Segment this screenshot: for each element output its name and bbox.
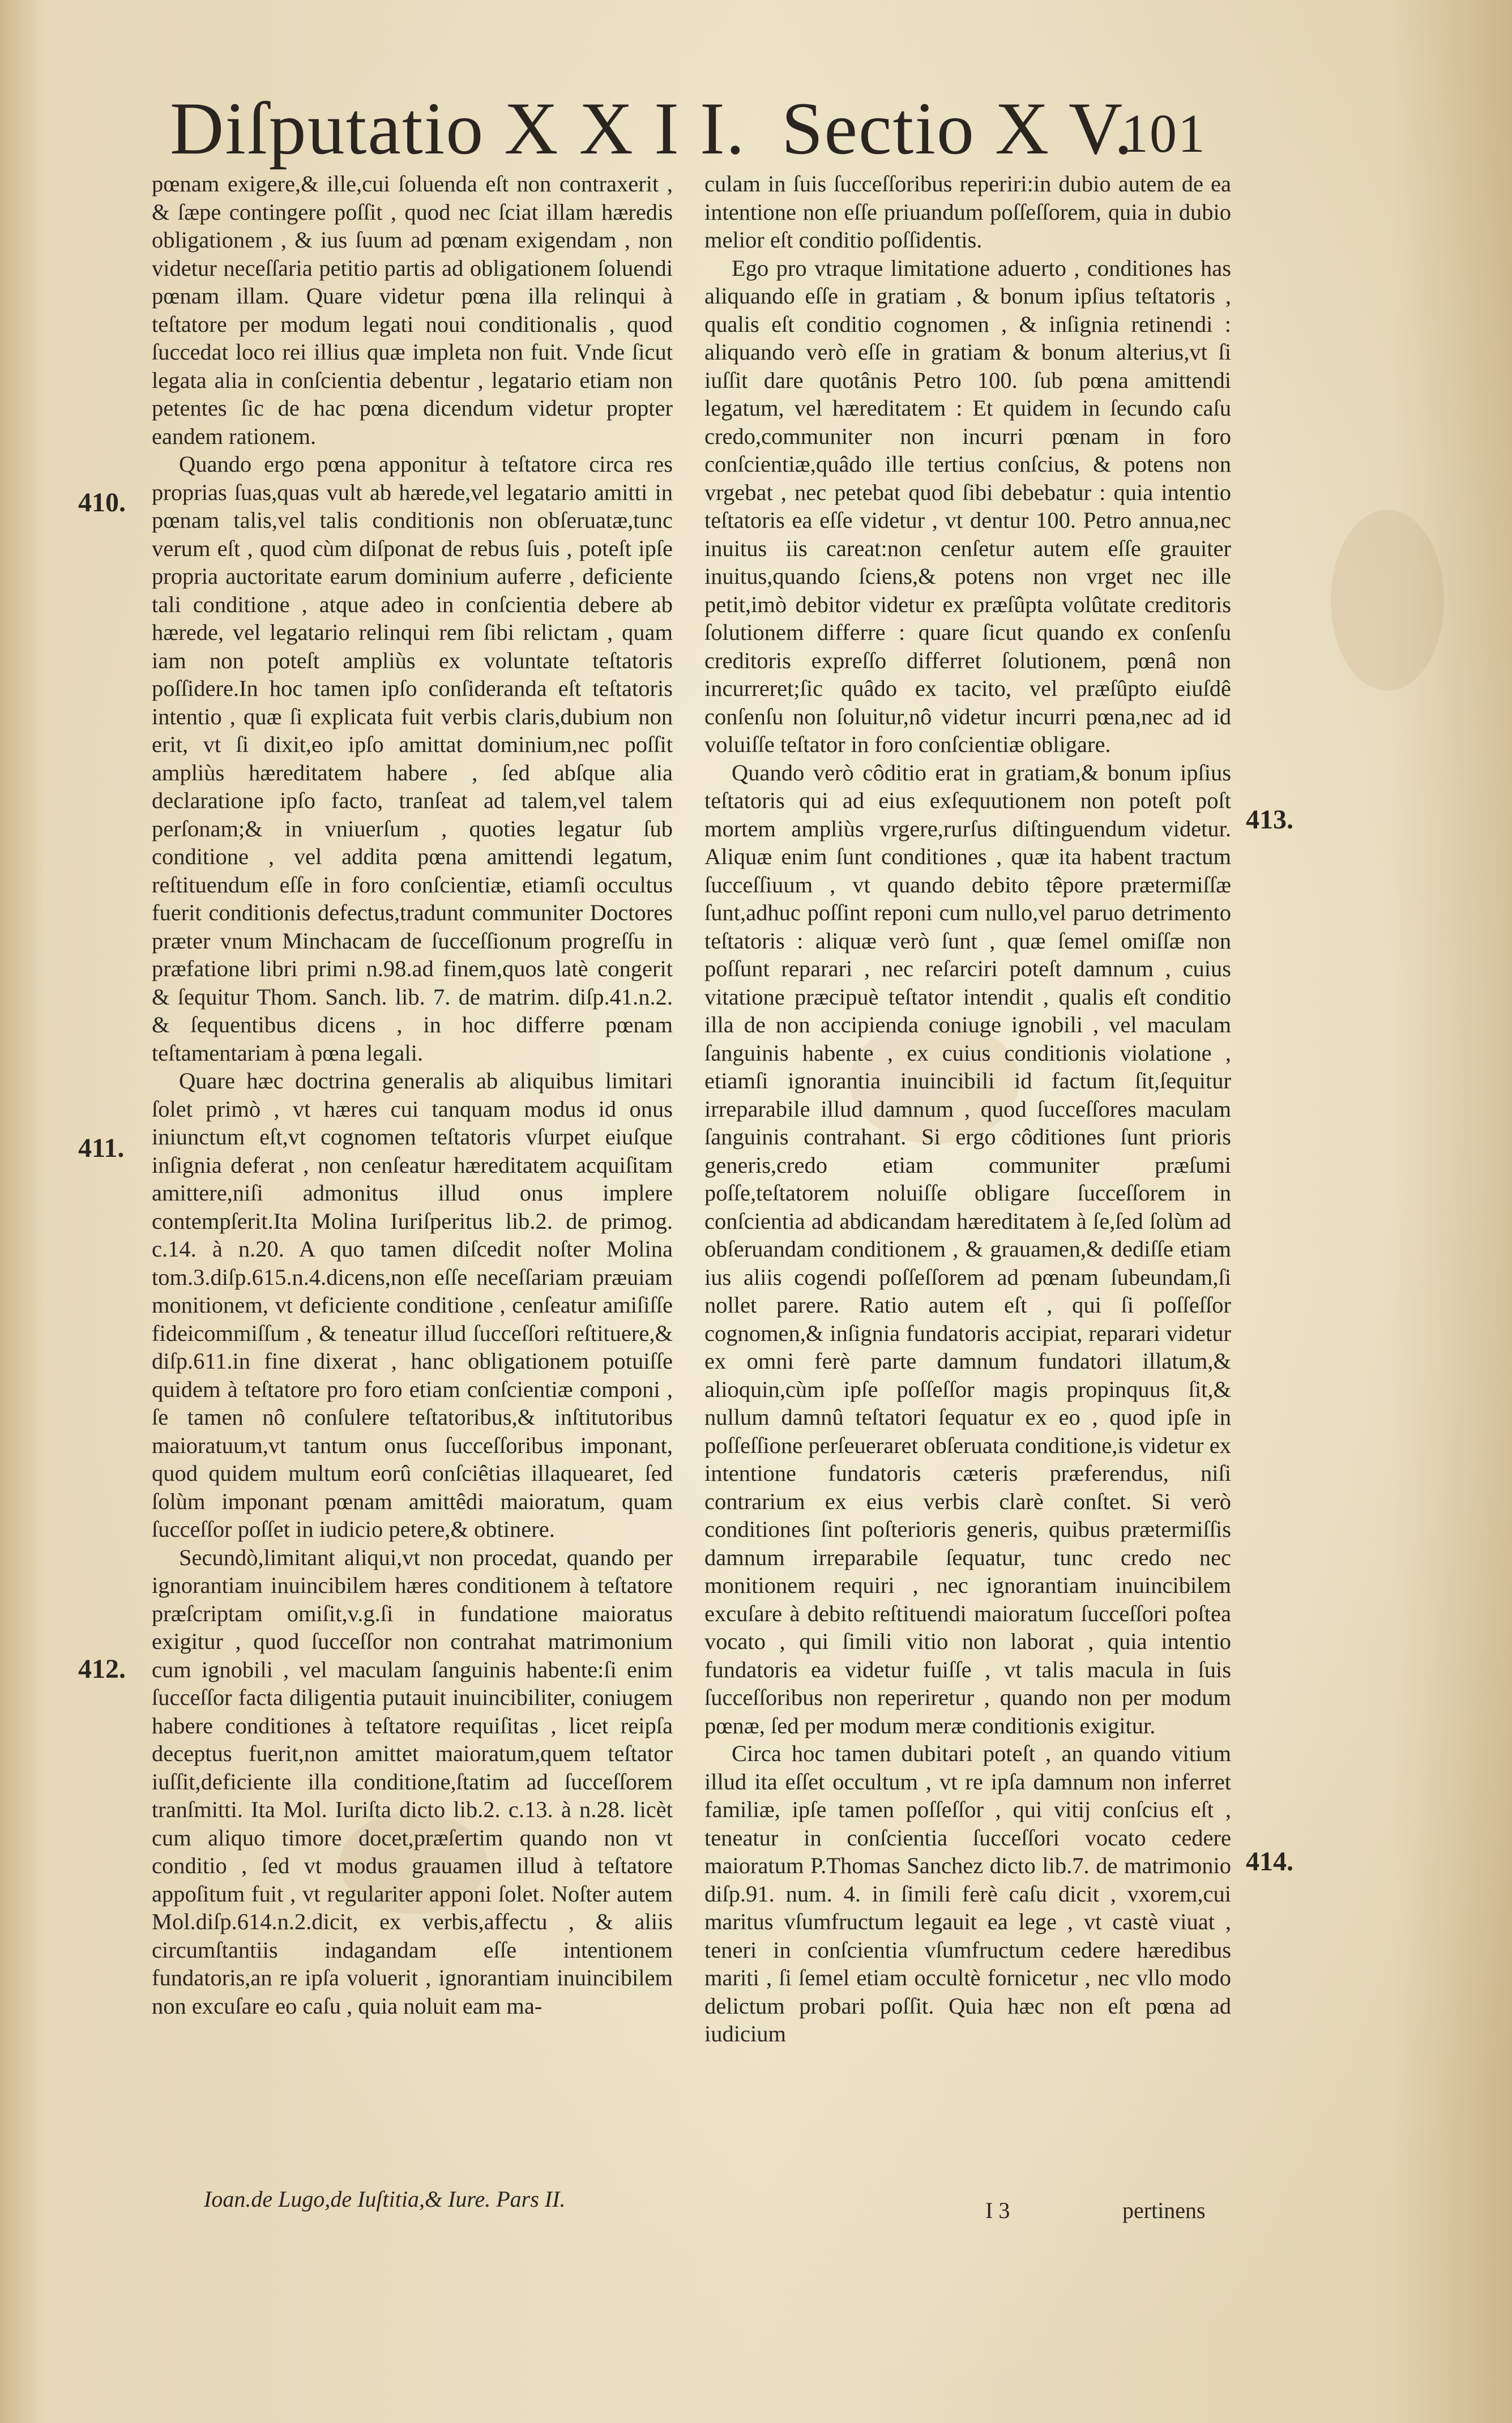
section-number-411: 411. [78, 1133, 125, 1163]
section-number-410: 410. [78, 488, 126, 518]
header-sectio: Sectio X V. [781, 87, 1134, 170]
section-number-413: 413. [1246, 805, 1293, 835]
right-column [704, 170, 1231, 2048]
paper-stain [1331, 510, 1444, 691]
paragraph: Ego pro vtraque limitatione aduerto , conditiones has aliquando eſſe in gratiam , & bonum ipſius teſtatoris , qualis eſt conditio cognomen , & inſignia retinendi : aliquando verò eſſe in gratiam & bonum alterius,vt ſi iuſſit dare quotânis Petro 100. ſub pœna amittendi legatum, vel hæreditatem : Et quidem in ſecundo caſu credo,communiter non incurri pœnam in foro conſcientiæ,quâdo ille tertius conſcius, & potens non vrgebat , nec petebat quod ſibi debebatur : quia intentio teſtatoris ea eſſe videtur , vt dentur 100. Petro annua,nec inuitus iis careat:non cenſetur autem eſſe grauiter inuitus,quando ſciens,& potens non vrget nec ille petit,imò debitor videtur ex præſûpta volûtate creditoris ſolutionem differre : quare ſicut quando ex conſenſu creditoris expreſſo differret ſolutionem, pœnâ non incurreret;ſic quâdo ex tacito, vel præſûpto eiuſdê conſenſu non ſoluitur,nô videtur incurri pœna,nec ad id voluiſſe teſtator in foro conſcientiæ obligare. [704, 255, 1231, 757]
section-number-414: 414. [1246, 1847, 1293, 1877]
catchword: pertinens [1122, 2198, 1206, 2223]
section-number-412: 412. [78, 1654, 126, 1684]
header-disputatio: Diſputatio X X I I. [170, 87, 746, 170]
running-footer-title: Ioan.de Lugo,de Iuſtitia,& Iure. Pars II. [204, 2186, 566, 2212]
running-header [170, 85, 1235, 170]
paragraph: Secundò,limitant aliqui,vt non procedat, quando per ignorantiam inuincibilem hæres conditionem à teſtatore præſcriptam omiſit,v.g.ſi in fundatione maioratus exigitur , quod ſucceſſor non contrahat matrimonium cum ignobili , vel maculam ſanguinis habente:ſi enim ſucceſſor facta diligentia putauit inuincibiliter, coniugem habere conditiones à teſtatore requiſitas , licet reipſa deceptus fuerit,non amittet maioratum,quem teſtator iuſſit,deficiente illa conditione,ſtatim ad ſucceſſorem tranſmitti. Ita Mol. Iuriſta dicto lib.2. c.13. à n.28. licèt cum aliquo timore docet,præſertim quando non vt conditio , ſed vt modus grauamen illud à teſtatore appoſitum fuit , vt regulariter apponi ſolet. Noſter autem Mol.diſp.614.n.2.dicit, ex verbis,affectu , & aliis circumſtantiis indagandam eſſe intentionem fundatoris,an re ipſa voluerit , ignorantiam inuincibilem non excuſare eo caſu , quia noluit eam ma- [152, 1544, 673, 2019]
paragraph: Quare hæc doctrina generalis ab aliquibus limitari ſolet primò , vt hæres cui tanquam modus id onus iniunctum eſt,vt cognomen teſtatoris vſurpet eiuſque inſignia deferat , non cenſeatur hæreditatem acquiſitam amittere,niſi admonitus illud onus implere contempſerit.Ita Molina Iuriſperitus lib.2. de primog. c.14. à n.20. A quo tamen diſcedit noſter Molina tom.3.diſp.615.n.4.dicens,non eſſe neceſſariam præuiam monitionem, vt deficiente conditione , cenſeatur amiſiſſe fideicommiſſum , & teneatur illud ſucceſſori reſtituere,& diſp.611.in fine dixerat , hanc obligationem potuiſſe quidem à teſtatore pro foro etiam conſcientiæ componi , ſe tamen nô conſulere teſtatoribus,& inſtitutoribus maioratuum,vt tantum onus ſucceſſoribus imponant, quod quidem multum eorû conſciêtias illaquearet, ſed ſolùm imponant pœnam amittêdi maioratum, quam ſucceſſor poſſet in iudicio petere,& obtinere. [152, 1068, 673, 1542]
paragraph: Quando verò côditio erat in gratiam,& bonum ipſius teſtatoris qui ad eius exſequutionem non poteſt poſt mortem ampliùs vrgere,rurſus diſtinguendum videtur. Aliquæ enim ſunt conditiones , quæ ita habent tractum ſucceſſiuum , vt quando debito têpore prætermiſſæ ſunt,adhuc poſſint reponi cum nullo,vel paruo detrimento teſtatoris : aliquæ verò ſunt , quæ ſemel omiſſæ non poſſunt reparari , nec reſarciri poteſt damnum , cuius vitatione præcipuè teſtator intendit , qualis eſt conditio illa de non accipienda coniuge ignobili , vel maculam ſanguinis habente , ex cuius conditionis violatione , etiamſi ignorantia inuincibili id factum ſit,ſequitur irreparabile illud damnum , quod ſucceſſores maculam ſanguinis contrahant. Si ergo côditiones ſunt prioris generis,credo etiam communiter præſumi poſſe,teſtatorem noluiſſe obligare ſucceſſorem in conſcientia ad abdicandam hæreditatem à ſe,ſed ſolùm ad obſeruandam conditionem , & grauamen,& dediſſe etiam ius aliis cogendi poſſeſſorem ad pœnam ſubeundam,ſi nollet parere. Ratio autem eſt , qui ſi poſſeſſor cognomen,& inſignia fundatoris accipiat, reparari videtur ex omni ferè parte damnum fundatori illatum,& alioquin,cùm ipſe poſſeſſor magis propinquus ſit,& nullum damnû teſtatori ſequatur ex eo , quod ipſe in poſſeſſione perſeueraret obſeruata conditione,is videtur ex intentione fundatoris cæteris præferendus, niſi contrarium ex eius verbis clarè conſtet. Si verò conditiones ſint poſterioris generis, quibus prætermiſſis damnum irreparabile ſequatur, tunc credo nec monitionem requiri , nec ignorantiam inuincibilem excuſare à debito reſtituendi maioratum ſucceſſori poſtea vocato , qui ſimili vitio non laborat , quia intentio fundatoris ea videtur fuiſſe , vt talis macula in ſuis ſucceſſoribus non reperiretur , quando non per modum pœnæ, ſed per modum meræ conditionis exigitur. [704, 759, 1231, 1738]
paragraph: Circa hoc tamen dubitari poteſt , an quando vitium illud ita eſſet occultum , vt re ipſa damnum non inferret familiæ, ipſe tamen poſſeſſor , qui vitij conſcius eſt , teneatur in conſcientia ſucceſſori vocato cedere maioratum P.Thomas Sanchez dicto lib.7. de matrimonio diſp.91. num. 4. in ſimili ferè caſu dicit , vxorem,cui maritus vſumfructum legauit ea lege , vt castè viuat , teneri in conſcientia vſumfructum cedere hæredibus mariti , ſi ſemel etiam occultè fornicetur , nec vllo modo delictum probari poſſit. Quia hæc non eſt pœna ad iudicium [704, 1741, 1231, 2046]
paragraph: pœnam exigere,& ille,cui ſoluenda eſt non contraxerit , & ſæpe contingere poſſit , quod nec ſciat illam hæredis obligationem , & ius ſuum ad pœnam exigendam , non videtur neceſſaria petitio partis ad obligationem ſoluendi pœnam illam. Quare videtur pœna illa relinqui à teſtatore per modum legati noui conditionalis , quod ſuccedat loco rei illius quæ impleta non fuit. Vnde ſicut legata alia in conſcientia debentur , legatario etiam non petentes ſic de hac pœna dicendum videtur propter eandem rationem. [152, 171, 673, 449]
page-number: 101 [1121, 103, 1206, 164]
paragraph: culam in ſuis ſucceſſoribus reperiri:in dubio autem de ea intentione non eſſe priuandum poſſeſſorem, quia in dubio melior eſt conditio poſſidentis. [704, 171, 1231, 253]
left-column [152, 170, 673, 2020]
signature-mark: I 3 [985, 2198, 1010, 2223]
paragraph: Quando ergo pœna apponitur à teſtatore circa res proprias ſuas,quas vult ab hærede,vel legatario amitti in pœnam talis,vel talis conditionis non obſeruatæ,tunc verum eſt , quod cùm diſponat de rebus ſuis , poteſt ipſe propria auctoritate earum dominium auferre , deficiente tali conditione , atque adeo in conſcientia debere ab hærede, vel legatario relinqui rem ſibi relictam , quam iam non poteſt ampliùs ex voluntate teſtatoris poſſidere.In hoc tamen ipſo conſideranda eſt teſtatoris intentio , quæ ſi explicata fuit verbis claris,dubium non erit, vt ſi dixit,eo ipſo amittat dominium,nec poſſit ampliùs hæreditatem habere , ſed abſque alia declaratione ipſo facto, tranſeat ad talem,vel talem perſonam;& in vniuerſum , quoties legatur ſub conditione , vel addita pœna amittendi legatum, reſtituendum eſſe in foro conſcientiæ, etiamſi occultus fuerit conditionis defectus,tradunt communiter Doctores præter vnum Minchacam de ſucceſſionum progreſſu in præfatione libri primi n.98.ad finem,quos latè congerit & ſequitur Thom. Sanch. lib. 7. de matrim. diſp.41.n.2. & ſequentibus dicens , in hoc differre pœnam teſtamentariam à pœna legali. [152, 451, 673, 1066]
